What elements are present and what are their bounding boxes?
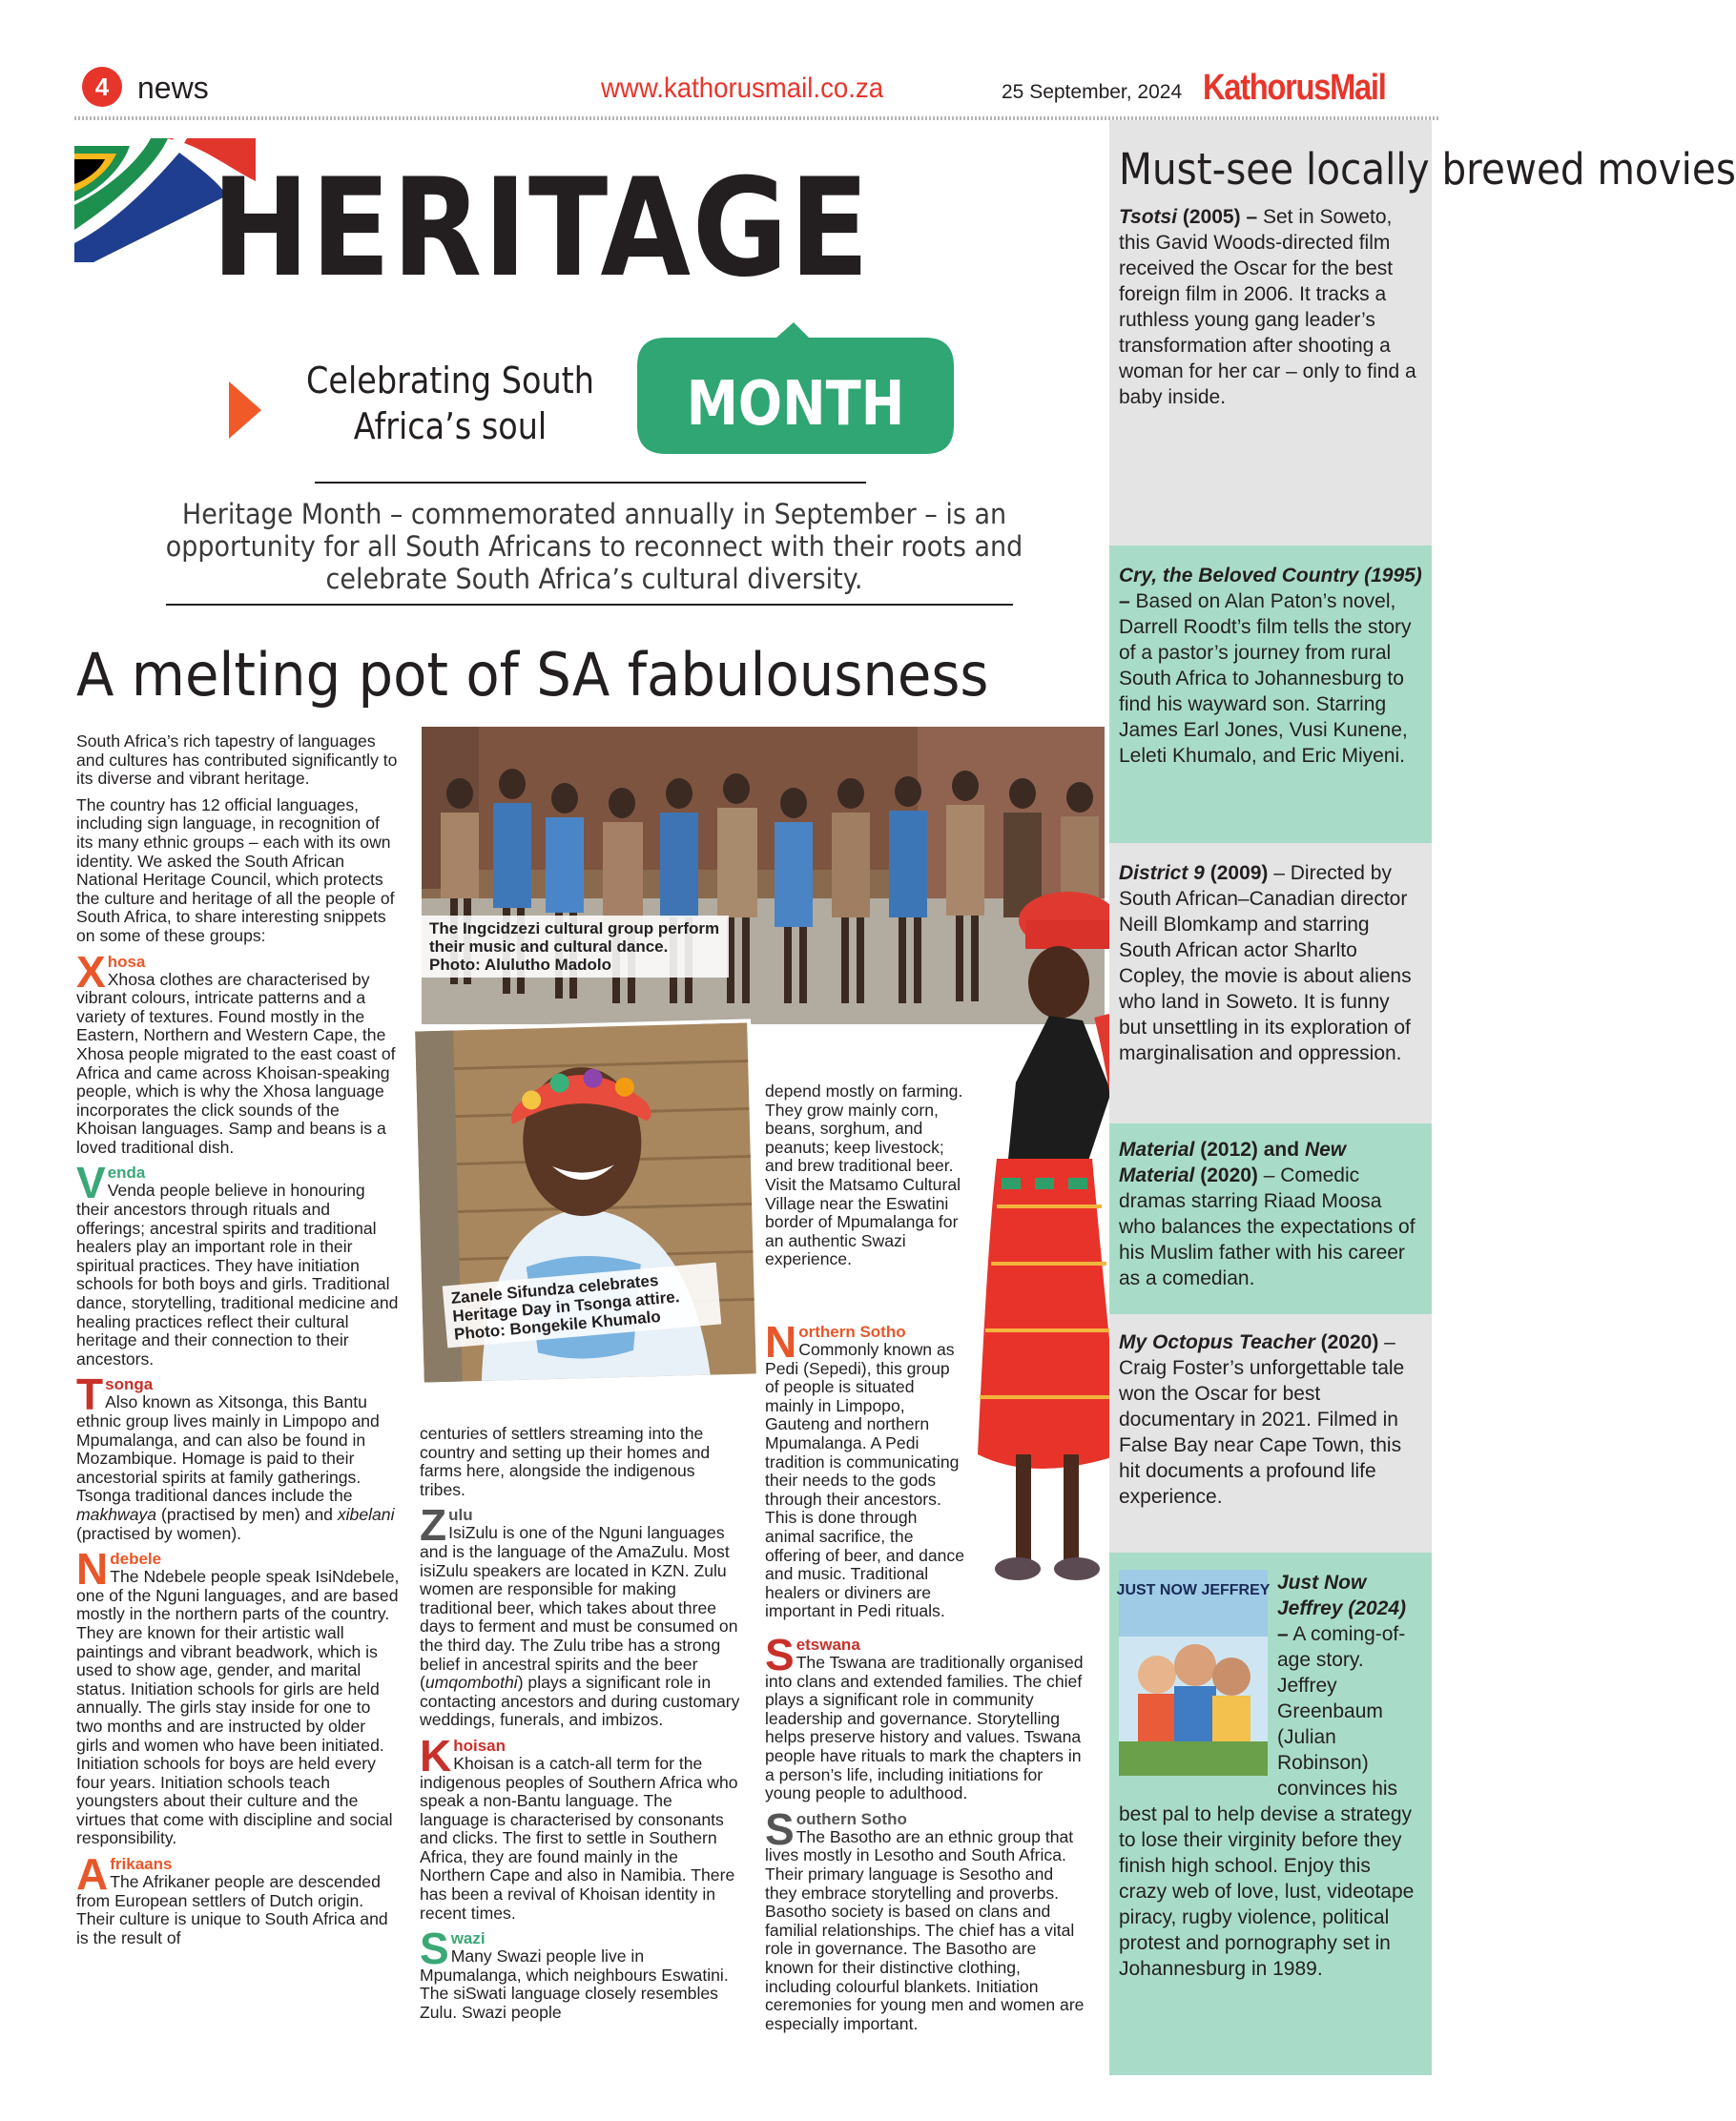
photo-caption-zanele: Zanele Sifundza celebrates Heritage Day in Tsonga attire. Photo: Bongekile Khumalo	[443, 1263, 722, 1349]
section-heading: outhern Sotho	[796, 1809, 907, 1828]
section-heading: wazi	[450, 1929, 486, 1948]
section-northern-sotho	[765, 1317, 967, 1621]
section-text: Many Swazi people live in Mpumalanga, which neighbours Eswatini. The siSwati language closely resembles Zulu. Swazi people	[420, 1946, 729, 2023]
movie-poster-image	[1116, 1570, 1271, 1776]
section-setswana	[765, 1630, 1089, 1803]
section-heading: orthern Sotho	[798, 1323, 906, 1341]
drop-cap: N	[765, 1317, 797, 1367]
drop-cap: S	[420, 1924, 449, 1974]
drop-cap: V	[76, 1158, 106, 1208]
drop-cap: S	[765, 1803, 795, 1854]
movie-title: My Octopus Teacher	[1119, 1331, 1315, 1353]
lead-paragraph: South Africa’s rich tapestry of languages and cultures has contributed significantly to its diverse and vibrant heritage.	[76, 731, 398, 789]
movie-title: Material	[1119, 1139, 1195, 1161]
section-heading: debele	[110, 1550, 162, 1569]
movie-title: New Material	[1119, 1139, 1347, 1186]
section-heading: ulu	[448, 1506, 473, 1525]
movie-item-my-octopus-teacher: My Octopus Teacher (2020) – Craig Foster’s unforgettable tale won the Oscar for best documentary in 2021. Filmed in False Bay near Cape Town, this hit documents a profound life experience.	[1109, 1314, 1432, 1553]
section-text: The Ndebele people speak IsiNdebele, one of the Nguni languages, and are based mostly in the northern parts of the country. They are known for their artistic wall paintings and vibrant beadwork, which is used to show age, gender, and marital status. Initiation schools for girls are held annually. The girls stay inside for one to two months and are instructed by older girls and women who have been initiated. Initiation schools for boys are held every four years. Initiation schools teach youngsters about their culture and the virtues that come with discipline and social responsibility.	[76, 1567, 400, 1848]
section-text: The Afrikaner people are descended from European settlers of Dutch origin. Their culture is unique to South Africa and is the result of	[76, 1872, 388, 1947]
page-header	[74, 67, 1438, 111]
movie-item-district-9: District 9 (2009) – Directed by South African–Canadian director Neill Blomkamp and starring South African actor Sharlto Copley, the movie is about aliens who land in Soweto. It is funny but unsettling in its exploration of marginalisation and oppression.	[1109, 843, 1432, 1123]
sidebar-title: Must-see locally brewed movies	[1119, 144, 1736, 195]
article-column-2	[420, 1425, 742, 2023]
divider	[315, 482, 866, 484]
section-text: Venda people believe in honouring their ancestors through rituals and offerings; ancestral spirits and traditional healers play an important role in their spiritual practices. They have initiation schools for both boys and girls. Traditional dance, storytelling, traditional medicine and healing practices reflect their cultural heritage and their connection to their ancestors.	[76, 1181, 399, 1369]
article-column-3-top	[765, 1082, 965, 1277]
page-number: 4	[82, 67, 122, 107]
movie-item-material: Material (2012) and New Material (2020) – Comedic dramas starring Riaad Moosa who balances the expectations of his Muslim father with his career as a comedian.	[1109, 1123, 1432, 1314]
section-text: The Tswana are traditionally organised into clans and extended families. The chief plays a significant role in community leadership and governance. Storytelling helps preserve history and values. Tswana people have rituals to mark the chapters in a person’s life, including initiations for young people to adulthood.	[765, 1653, 1084, 1803]
drop-cap: Z	[420, 1500, 447, 1551]
issue-date: 25 September, 2024	[1002, 81, 1183, 103]
photo-caption-group: The Ingcidzezi cultural group perform their music and cultural dance. Photo: Alulutho Madolo	[422, 916, 729, 978]
article-column-3-bottom	[765, 1629, 1089, 2033]
section-khoisan	[420, 1730, 742, 1923]
section-venda	[76, 1158, 401, 1369]
section-zulu	[420, 1500, 742, 1730]
section-afrikaans	[76, 1849, 401, 1947]
movie-title: Tsotsi	[1119, 206, 1178, 228]
poster-title-text: JUST NOW JEFFREY	[1116, 1582, 1271, 1598]
section-text: IsiZulu is one of the Nguni languages and is the language of the AmaZulu. Most isiZulu speakers are located in KZN. Zulu women are responsible for making traditional beer, which takes about three days to ferment and must be consumed on the third day. The Zulu tribe has a strong belief in ancestral spirits and the beer (umqombothi) plays a significant role in contacting ancestors and during customary weddings, funerals, and imbizos.	[420, 1523, 740, 1730]
movie-title: District 9	[1119, 862, 1205, 884]
section-text: Xhosa clothes are characterised by vibrant colours, intricate patterns and a variety of textures. Found mostly in the Eastern, Northern and Western Cape, the Xhosa people migrated to the east coast of Africa and came across Khoisan-speaking people, which is why the Xhosa language incorporates the click sounds of the Khoisan languages. Samp and beans is a loved traditional dish.	[76, 969, 396, 1157]
movie-description: A coming-of-age story. Jeffrey Greenbaum (Julian Robinson) convinces his best pal to help devise a strategy to lose their virginity before they finish high school. Enjoy this crazy web of love, lust, videotape piracy, rugby violence, political protest and pornography set in Johannesburg in 1989.	[1119, 1623, 1415, 1980]
section-text: The Basotho are an ethnic group that lives mostly in Lesotho and South Africa. Their primary language is Sesotho and they embrace storytelling and proverbs. Basotho society is based on clans and familial relationships. The chief has a vital role in governance. The Basotho are known for their distinctive clothing, including colourful blankets. Initiation ceremonies for young men and women are especially important.	[765, 1826, 1085, 2033]
drop-cap: A	[76, 1849, 109, 1900]
section-text: Khoisan is a catch-all term for the indigenous peoples of Southern Africa who speak a non-Bantu language. The language is characterised by consonants and clicks. The first to settle in Southern Africa, they are found mainly in the Northern Cape and also in Namibia. There has been a revival of Khoisan identity in recent times.	[420, 1753, 738, 1923]
movie-item-just-now-jeffrey	[1109, 1553, 1432, 2075]
movie-description: – Directed by South African–Canadian director Neill Blomkamp and starring South African actor Sharlto Copley, the movie is about aliens who land in Soweto. It is funny but unsettling in its exploration of marginalisation and oppression.	[1119, 862, 1412, 1064]
divider	[166, 604, 1013, 606]
movie-description: – Comedic dramas starring Riaad Moosa who balances the expectations of his Muslim father with his career as a comedian.	[1119, 1164, 1416, 1289]
movie-description: Set in Soweto, this Gavid Woods-directed film received the Oscar for the best foreign film in 2006. It tracks a ruthless young gang leader’s transformation after shooting a woman for her car – only to find a baby inside.	[1119, 206, 1416, 408]
movie-title: Just Now Jeffrey (2024) –	[1277, 1572, 1407, 1645]
drop-cap: S	[765, 1630, 795, 1679]
play-arrow-icon	[229, 381, 261, 439]
movie-title: Cry, the Beloved Country (1995) –	[1119, 565, 1422, 612]
section-text: centuries of settlers streaming into the country and setting up their homes and farms here, alongside the indigenous tribes.	[420, 1424, 711, 1499]
drop-cap: T	[76, 1369, 104, 1420]
section-southern-sotho	[765, 1803, 1089, 2034]
section-text: Also known as Xitsonga, this Bantu ethnic group lives mainly in Limpopo and Mpumalanga, and can also be found in Mozambique. Homage is paid to their ancestorial spirits at family gatherings. Tsonga traditional dances include the makhwaya (practised by men) and xibelani (practised by women).	[76, 1392, 395, 1543]
website-link[interactable]: www.kathorusmail.co.za	[601, 72, 884, 104]
movie-item-cry-the-beloved-country	[1109, 546, 1432, 843]
movie-item-tsotsi: Must-see locally brewed movies Tsotsi (2005) – Set in Soweto, this Gavid Woods-directed film received the Oscar for the best foreign film in 2006. It tracks a ruthless young gang leader’s transformation after shooting a woman for her car – only to find a baby inside.	[1109, 120, 1432, 546]
movie-description: Based on Alan Paton’s novel, Darrell Roodt’s film tells the story of a pastor’s journey from rural South Africa to Johannesburg to find his wayward son. Starring James Earl Jones, Vusi Kunene, Leleti Khumalo, and Eric Miyeni.	[1119, 590, 1412, 767]
drop-cap: N	[76, 1544, 109, 1595]
month-label: MONTH	[686, 369, 905, 440]
section-text: Commonly known as Pedi (Sepedi), this group of people is situated mainly in Limpopo, Gauteng and northern Mpumalanga. A Pedi tradition is communicating their needs to the gods through their ancestors. This is done through animal sacrifice, the offering of beer, and dance and music. Traditional healers or diviners are important in Pedi rituals.	[765, 1340, 965, 1621]
section-text: depend mostly on farming. They grow mainly corn, beans, sorghum, and peanuts; keep livestock; and brew traditional beer. Visit the Matsamo Cultural Village near the Eswatini border of Mpumalanga for an authentic Swazi experience.	[765, 1081, 963, 1269]
section-heading: hosa	[107, 952, 146, 971]
movie-description: – Craig Foster’s unforgettable tale won the Oscar for best documentary in 2021. Filmed in False Bay near Cape Town, this hit documents a profound life experience.	[1119, 1331, 1405, 1508]
article-column-3-middle	[765, 1316, 967, 1621]
heritage-title: HERITAGE	[212, 150, 871, 307]
article-column-1	[76, 732, 401, 1947]
section-ndebele	[76, 1544, 401, 1848]
section-heading: frikaans	[110, 1855, 173, 1874]
section-heading: etswana	[796, 1636, 860, 1654]
section-name: news	[137, 71, 209, 105]
movies-sidebar	[1109, 120, 1736, 2075]
drop-cap: X	[76, 946, 106, 997]
section-tsonga	[76, 1369, 401, 1543]
section-heading: hoisan	[453, 1736, 506, 1755]
masthead-logo: KathorusMail	[1203, 68, 1386, 108]
lead-paragraph: The country has 12 official languages, including sign language, in recognition of its many ethnic groups – each with its own identity. We asked the South African National Heritage Council, which protects the culture and heritage of all the people of South Africa, to share interesting snippets on some of these groups:	[76, 794, 395, 945]
drop-cap: K	[420, 1730, 452, 1781]
intro-paragraph: Heritage Month – commemorated annually in September – is an opportunity for all South Africans to reconnect with their roots and celebrate South Africa’s cultural diversity.	[165, 498, 1023, 595]
movie-poster-graphic	[1116, 1570, 1271, 1776]
section-heading: enda	[107, 1163, 146, 1183]
section-xhosa	[76, 946, 401, 1158]
banner-tagline: Celebrating South Africa’s soul	[306, 360, 594, 447]
section-heading: songa	[105, 1375, 154, 1394]
article-headline: A melting pot of SA fabulousness	[76, 640, 989, 710]
section-swazi	[420, 1924, 742, 2023]
